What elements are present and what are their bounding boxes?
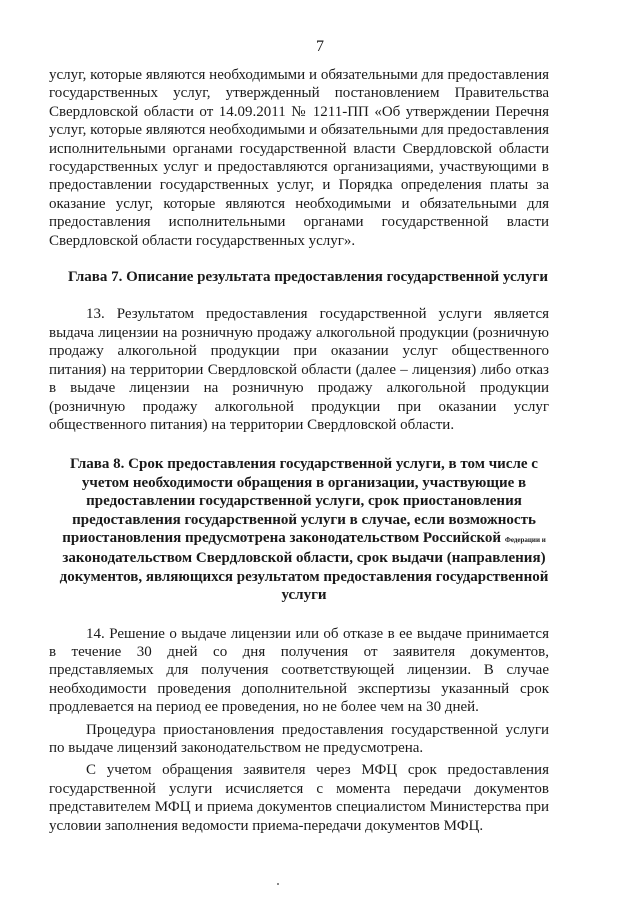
chapter-7-heading: Глава 7. Описание результата предоставления государственной услуги — [68, 269, 548, 286]
document-body — [49, 66, 549, 835]
chapter-8-heading-small: Федерации и — [504, 535, 546, 544]
scan-speck — [277, 883, 279, 885]
chapter-8-heading-part1: Глава 8. Срок предоставления государственной услуги, в том числе с учетом необходимости обращения в организации, участвующие в предоставлении государственной услуги, срок приостановления предоставления государственной услуги в случае, если возможность приостановления предусмотрена законодательством Российской — [62, 456, 538, 546]
chapter-8-heading-part2: законодательством Свердловской области, срок выдачи (направления) документов, являющихся результатом предоставления государственной услуги — [59, 550, 549, 604]
page-number: 7 — [316, 38, 324, 55]
paragraph-suspension: Процедура приостановления предоставления государственной услуги по выдаче лицензий законодательством не предусмотрена. — [49, 721, 549, 756]
paragraph-mfc: С учетом обращения заявителя через МФЦ срок предоставления государственной услуги исчисляется с момента передачи документов представителем МФЦ и приема документов специалистом Министерства при условии заполнения ведомости приема-передачи документов МФЦ. — [49, 762, 549, 834]
paragraph-14: 14. Решение о выдаче лицензии или об отказе в ее выдаче принимается в течение 30 дней со дня получения от заявителя документов, представляемых для получения соответствующей лицензии. В случае необходимости проведения дополнительной экспертизы указанный срок продлевается на период ее проведения, но не более чем на 30 дней. — [49, 625, 549, 716]
chapter-8-heading — [49, 455, 549, 604]
paragraph-13: 13. Результатом предоставления государственной услуги является выдача лицензии на розничную продажу алкогольной продукции (розничную продажу алкогольной продукции при оказании услуг общественного питания) на территории Свердловской области (далее – лицензия) либо отказ в выдаче лицензии на розничную продажу алкогольной продукции (розничную продажу алкогольной продукции при оказании услуг общественного питания) на территории Свердловской области. — [49, 306, 549, 433]
intro-paragraph: услуг, которые являются необходимыми и обязательными для предоставления государственных услуг, утвержденный постановлением Правительства Свердловской области от 14.09.2011 № 1211-ПП «Об утверждении Перечня услуг, которые являются необходимыми и обязательными для предоставления исполнительными органами государственной власти Свердловской области государственных услуг и предоставляются организациями, участвующими в предоставлении государственных услуг, и Порядка определения платы за оказание услуг, которые являются необходимыми и обязательными для предоставления исполнительными органами государственной власти Свердловской области государственных услуг». — [49, 67, 549, 249]
